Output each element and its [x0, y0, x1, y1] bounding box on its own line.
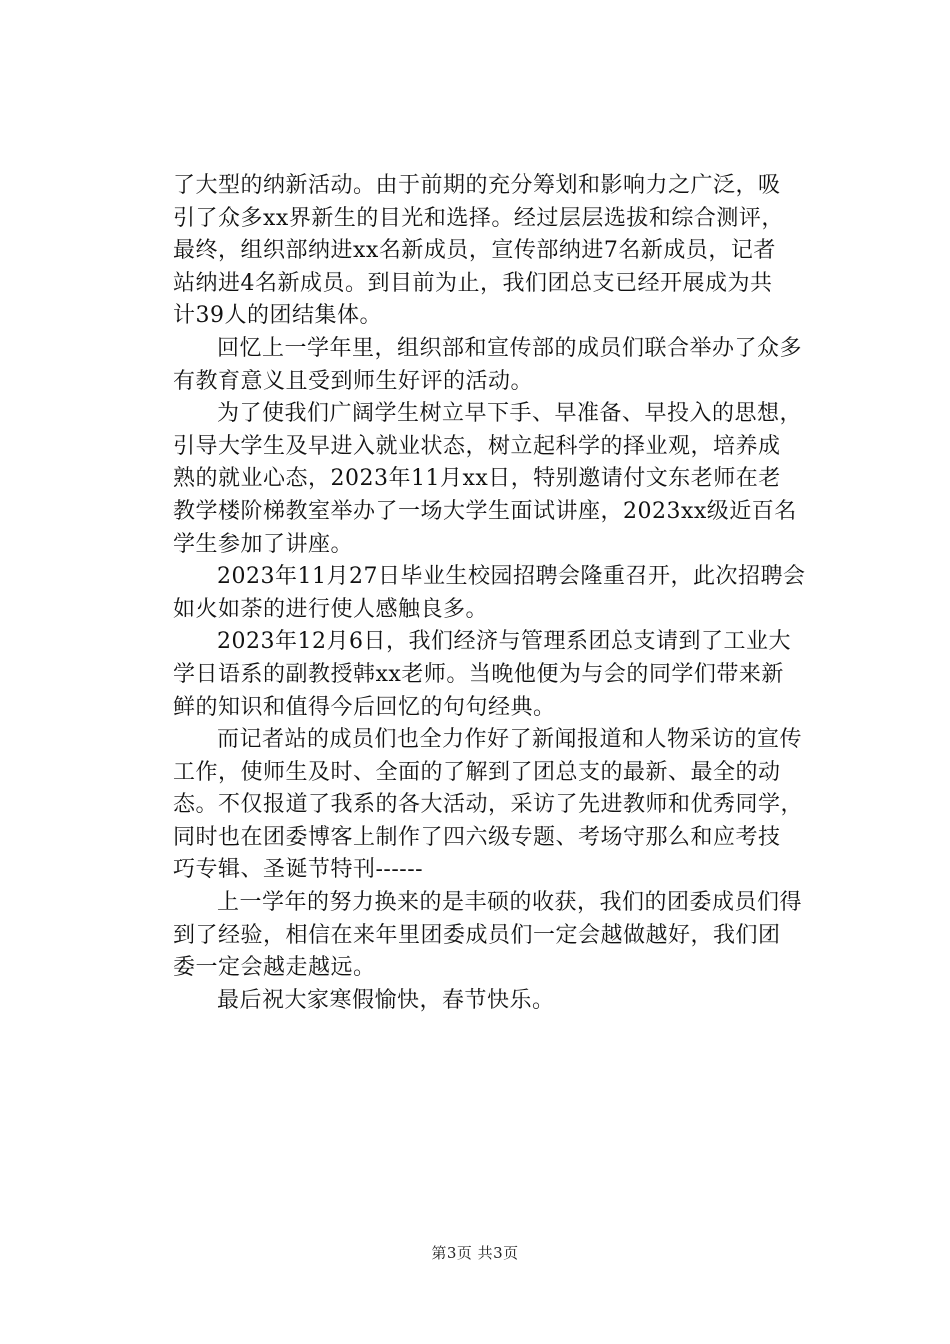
text-line: 2023年11月27日毕业生校园招聘会隆重召开，此次招聘会 — [217, 564, 806, 590]
text-line: 而记者站的成员们也全力作好了新闻报道和人物采访的宣传 — [217, 727, 803, 753]
text-line: 回忆上一学年里，组织部和宣传部的成员们联合举办了众多 — [217, 335, 803, 361]
text-line: 计39人的团结集体。 — [173, 303, 382, 329]
text-line: 引导大学生及早进入就业状态，树立起科学的择业观，培养成 — [173, 433, 781, 459]
text-line: 2023年12月6日，我们经济与管理系团总支请到了工业大 — [217, 629, 791, 655]
text-line: 最后祝大家寒假愉快，春节快乐。 — [217, 987, 555, 1013]
text-line: 态。不仅报道了我系的各大活动，采访了先进教师和优秀同学， — [173, 792, 804, 818]
text-line: 委一定会越走越远。 — [173, 955, 376, 981]
text-line: 引了众多xx界新生的目光和选择。经过层层选拔和综合测评， — [173, 205, 784, 231]
text-line: 为了使我们广阔学生树立早下手、早准备、早投入的思想， — [217, 401, 803, 427]
text-line: 工作，使师生及时、全面的了解到了团总支的最新、最全的动 — [173, 759, 781, 785]
text-line: 教学楼阶梯教室举办了一场大学生面试讲座，2023xx级近百名 — [173, 498, 797, 524]
text-line: 站纳进4名新成员。到目前为止，我们团总支已经开展成为共 — [173, 270, 773, 296]
text-line: 最终，组织部纳进xx名新成员，宣传部纳进7名新成员，记者 — [173, 238, 776, 264]
text-line: 鲜的知识和值得今后回忆的句句经典。 — [173, 694, 556, 720]
text-line: 同时也在团委博客上制作了四六级专题、考场守那么和应考技 — [173, 824, 781, 850]
document-body — [173, 170, 806, 1017]
text-line: 熟的就业心态，2023年11月xx日，特别邀请付文东老师在老 — [173, 466, 781, 492]
text-line: 学日语系的副教授韩xx老师。当晚他便为与会的同学们带来新 — [173, 661, 784, 687]
text-line: 到了经验，相信在来年里团委成员们一定会越做越好，我们团 — [173, 922, 781, 948]
text-line: 有教育意义且受到师生好评的活动。 — [173, 368, 534, 394]
text-line: 学生参加了讲座。 — [173, 531, 354, 557]
text-line: 如火如荼的进行使人感触良多。 — [173, 596, 489, 622]
text-line: 上一学年的努力换来的是丰硕的收获，我们的团委成员们得 — [217, 890, 803, 916]
text-line: 巧专辑、圣诞节特刊------ — [173, 857, 424, 883]
text-line: 了大型的纳新活动。由于前期的充分筹划和影响力之广泛，吸 — [173, 173, 781, 198]
page-footer: 第3页 共3页 — [431, 1244, 519, 1262]
